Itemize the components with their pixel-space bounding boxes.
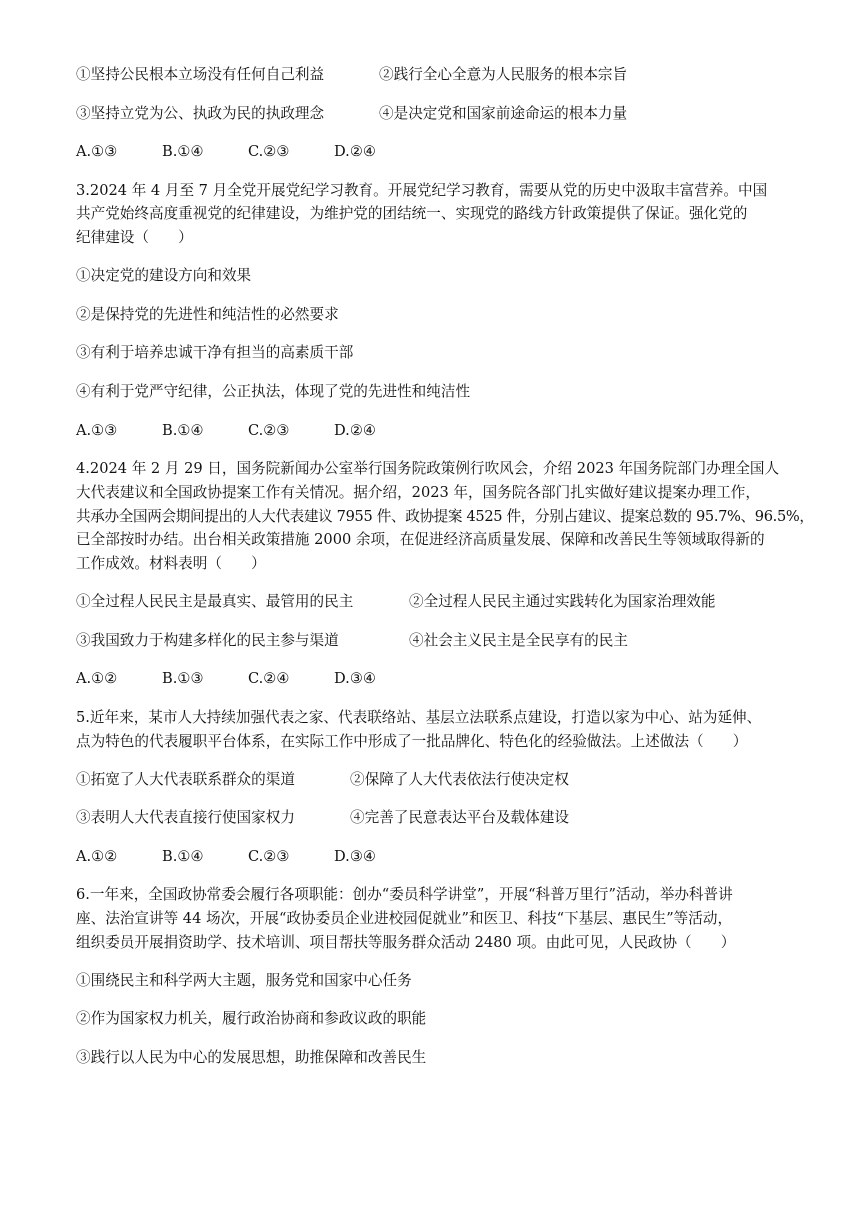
option-4: ④是决定党和国家前途命运的根本力量: [379, 104, 628, 122]
option-1: ①围绕民主和科学两大主题，服务党和国家中心任务: [76, 971, 412, 989]
option-2: ②作为国家权力机关，履行政治协商和参政议政的职能: [76, 1010, 427, 1028]
option-3: ③坚持立党为公、执政为民的执政理念: [76, 104, 325, 122]
question-2: [76, 56, 786, 172]
answer-a: A.①③: [76, 421, 118, 439]
question-3: [76, 179, 786, 450]
option-3: ③有利于培养忠诚干净有担当的高素质干部: [76, 344, 354, 362]
question-stem-line: 座、法治宣讲等 44 场次，开展“政协委员企业进校园促就业”和医卫、科技“下基层、惠民生”等活动，: [76, 910, 733, 928]
question-stem-line: 4.2024 年 2 月 29 日，国务院新闻办公室举行国务院政策例行吹风会，介绍 2023 年国务院部门办理全国人: [76, 460, 780, 478]
answer-b: B.①④: [162, 421, 204, 439]
answer-choices: [76, 838, 786, 877]
option-3: ③表明人大代表直接行使国家权力: [76, 809, 295, 827]
exam-page: [76, 56, 814, 1078]
answer-c: C.②③: [248, 143, 290, 161]
option-2: ②保障了人大代表依法行使决定权: [350, 770, 569, 788]
option-3: ③践行以人民为中心的发展思想，助推保障和改善民生: [76, 1049, 427, 1066]
option-1: ①决定党的建设方向和效果: [76, 267, 252, 285]
answer-d: D.②④: [334, 143, 376, 161]
option-4: ④社会主义民主是全民享有的民主: [409, 631, 628, 649]
answer-c: C.②③: [248, 421, 290, 439]
answer-d: D.③④: [334, 670, 376, 688]
question-stem-line: 组织委员开展捐资助学、技术培训、项目帮扶等服务群众活动 2480 项。由此可见，人民政协（ ）: [76, 933, 736, 951]
answer-a: A.①②: [76, 670, 118, 688]
answer-c: C.②④: [248, 670, 290, 688]
answer-choices: [76, 412, 786, 451]
question-4: [76, 457, 814, 699]
answer-a: A.①③: [76, 143, 118, 161]
question-stem-line: 6.一年来，全国政协常委会履行各项职能：创办“委员科学讲堂”，开展“科普万里行”活动，举办科普讲: [76, 886, 733, 904]
question-stem-line: 共产党始终高度重视党的纪律建设，为维护党的团结统一、实现党的路线方针政策提供了保证。强化党的: [76, 205, 748, 223]
answer-a: A.①②: [76, 847, 118, 865]
answer-d: D.②④: [334, 421, 376, 439]
question-stem-line: 大代表建议和全国政协提案工作有关情况。据介绍，2023 年，国务院各部门扎实做好建议提案办理工作，: [76, 483, 760, 501]
question-stem-line: 工作成效。材料表明（ ）: [76, 554, 266, 572]
answer-b: B.①④: [162, 143, 204, 161]
option-row: [76, 583, 786, 622]
option-row: [76, 799, 786, 838]
question-stem-line: 已全部按时办结。出台相关政策措施 2000 余项，在促进经济高质量发展、保障和改善民生等领域取得新的: [76, 531, 765, 549]
option-row: [76, 622, 786, 661]
answer-choices: [76, 660, 786, 699]
option-1: ①拓宽了人大代表联系群众的渠道: [76, 770, 295, 788]
option-1: ①全过程人民民主是最真实、最管用的民主: [76, 593, 354, 611]
option-2: ②践行全心全意为人民服务的根本宗旨: [379, 66, 628, 83]
option-2: ②全过程人民民主通过实践转化为国家治理效能: [409, 593, 716, 611]
question-stem-line: 3.2024 年 4 月至 7 月全党开展党纪学习教育。开展党纪学习教育，需要从党的历史中汲取丰富营养。中国: [76, 181, 768, 199]
answer-b: B.①④: [162, 847, 204, 865]
question-stem-line: 共承办全国两会期间提出的人大代表建议 7955 件、政协提案 4525 件，分别占建议、提案总数的 95.7%、96.5%，: [76, 507, 814, 525]
option-1: ①坚持公民根本立场没有任何自己利益: [76, 66, 325, 83]
answer-d: D.③④: [334, 847, 376, 865]
question-stem-line: 点为特色的代表履职平台体系，在实际工作中形成了一批品牌化、特色化的经验做法。上述做法（ ）: [76, 732, 748, 750]
answer-choices: [76, 133, 786, 172]
question-stem-line: 5.近年来，某市人大持续加强代表之家、代表联络站、基层立法联系点建设，打造以家为中心、站为延伸、: [76, 708, 762, 726]
option-4: ④有利于党严守纪律，公正执法，体现了党的先进性和纯洁性: [76, 383, 471, 401]
answer-c: C.②③: [248, 847, 290, 865]
option-row: [76, 761, 786, 800]
option-row: [76, 56, 786, 95]
question-6: [76, 883, 786, 1077]
question-5: [76, 706, 786, 877]
option-2: ②是保持党的先进性和纯洁性的必然要求: [76, 305, 339, 323]
option-4: ④完善了民意表达平台及载体建设: [350, 809, 569, 827]
answer-b: B.①③: [162, 670, 204, 688]
question-stem-line: 纪律建设（ ）: [76, 229, 193, 247]
option-row: [76, 95, 786, 134]
option-3: ③我国致力于构建多样化的民主参与渠道: [76, 631, 339, 649]
